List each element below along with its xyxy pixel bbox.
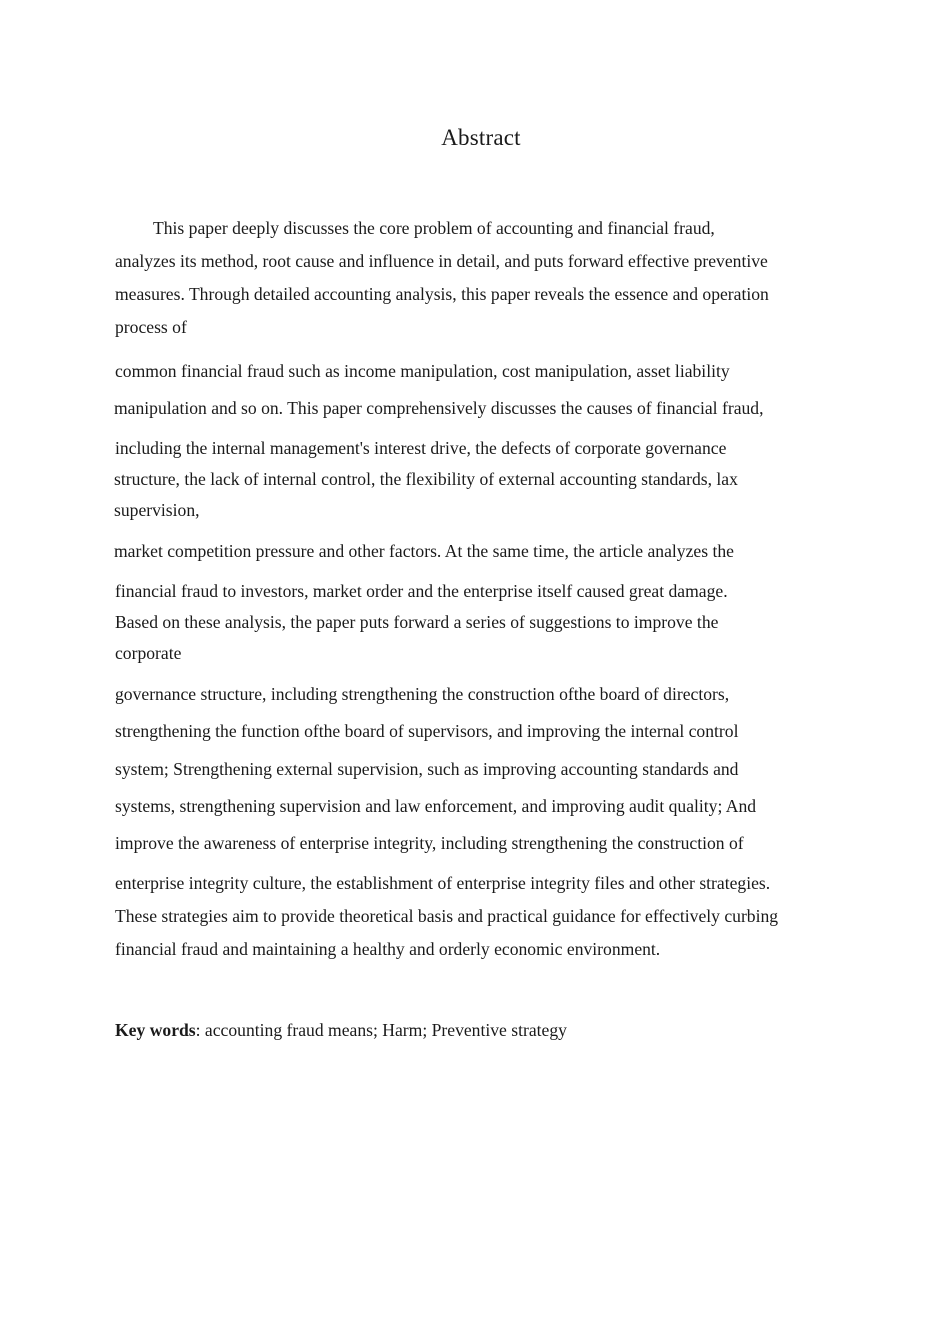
abstract-line: systems, strengthening supervision and law enforcement, and improving audit quality; And (115, 796, 757, 816)
abstract-line: market competition pressure and other factors. At the same time, the article analyzes the (114, 541, 734, 561)
abstract-line: structure, the lack of internal control, the flexibility of external accounting standards, lax (114, 469, 738, 489)
keywords-line (115, 1019, 567, 1041)
abstract-line: analyzes its method, root cause and influence in detail, and puts forward effective preventive (115, 251, 768, 271)
abstract-title: Abstract (441, 125, 521, 150)
abstract-line: manipulation and so on. This paper comprehensively discusses the causes of financial fraud, (114, 398, 764, 418)
abstract-line: common financial fraud such as income manipulation, cost manipulation, asset liability (115, 361, 730, 381)
abstract-line: measures. Through detailed accounting analysis, this paper reveals the essence and operation (115, 284, 769, 304)
abstract-line: enterprise integrity culture, the establishment of enterprise integrity files and other strategies. (115, 873, 771, 893)
abstract-line: process of (115, 317, 187, 337)
abstract-line: strengthening the function ofthe board of supervisors, and improving the internal control (115, 721, 739, 741)
abstract-line: Based on these analysis, the paper puts forward a series of suggestions to improve the (115, 612, 719, 632)
keywords-text: : accounting fraud means; Harm; Preventive strategy (195, 1020, 567, 1040)
abstract-line: financial fraud and maintaining a healthy and orderly economic environment. (115, 939, 661, 959)
abstract-line: These strategies aim to provide theoretical basis and practical guidance for effectively curbing (115, 906, 779, 926)
abstract-line: supervision, (114, 500, 200, 520)
abstract-line: including the internal management's interest drive, the defects of corporate governance (115, 438, 727, 458)
abstract-line: improve the awareness of enterprise integrity, including strengthening the construction of (115, 833, 744, 853)
abstract-line: corporate (115, 643, 182, 663)
abstract-line: This paper deeply discusses the core problem of accounting and financial fraud, (153, 218, 715, 238)
abstract-line: financial fraud to investors, market order and the enterprise itself caused great damage. (115, 581, 728, 601)
keywords-label: Key words (115, 1020, 196, 1040)
abstract-line: system; Strengthening external supervision, such as improving accounting standards and (115, 759, 739, 779)
abstract-line: governance structure, including strengthening the construction ofthe board of directors, (115, 684, 730, 704)
